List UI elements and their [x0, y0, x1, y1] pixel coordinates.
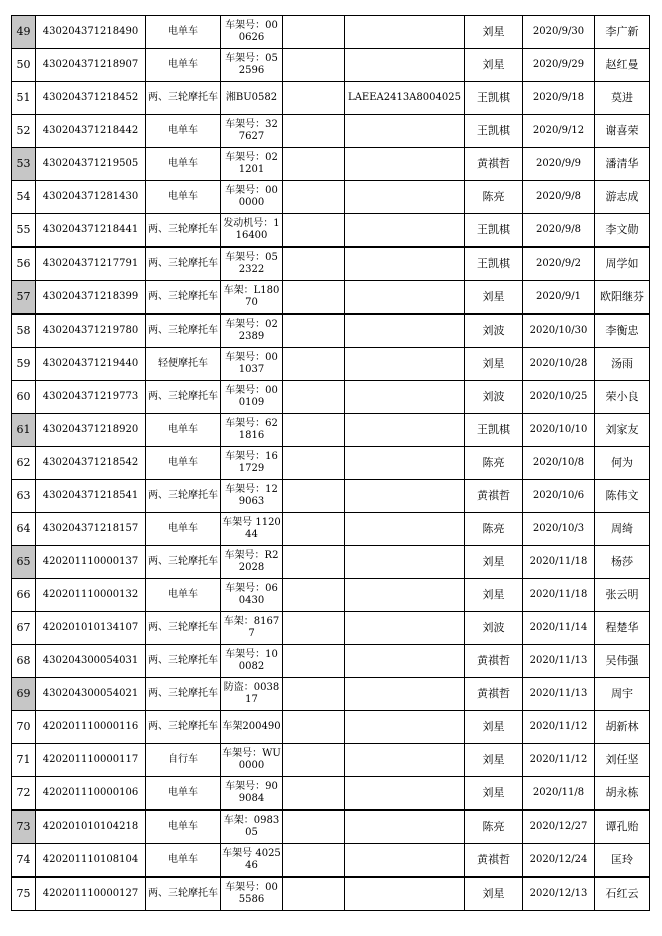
- cell-empty: [283, 148, 345, 181]
- cell-record-code: 430204371218442: [36, 115, 146, 148]
- cell-officer: 陈亮: [465, 513, 523, 546]
- cell-date: 2020/11/8: [523, 777, 595, 811]
- cell-vin: [345, 214, 465, 248]
- table-body: [12, 16, 650, 911]
- cell-record-code: 430204371218441: [36, 214, 146, 248]
- cell-date: 2020/11/13: [523, 678, 595, 711]
- table-row: [12, 314, 650, 348]
- cell-frame-number: 车架号：621816: [221, 414, 283, 447]
- cell-date: 2020/10/6: [523, 480, 595, 513]
- cell-frame-number: 车架号：005586: [221, 877, 283, 911]
- cell-date: 2020/10/3: [523, 513, 595, 546]
- cell-empty: [283, 744, 345, 777]
- cell-record-code: 420201110000106: [36, 777, 146, 811]
- cell-vehicle-type: 两、三轮摩托车: [146, 281, 221, 315]
- cell-vin: [345, 247, 465, 281]
- cell-vin: [345, 877, 465, 911]
- cell-vin: LAEEA2413A8004025: [345, 82, 465, 115]
- table-row: [12, 877, 650, 911]
- cell-vin: [345, 744, 465, 777]
- table-row: [12, 711, 650, 744]
- cell-officer: 刘星: [465, 744, 523, 777]
- cell-vin: [345, 579, 465, 612]
- cell-owner: 谢喜荣: [595, 115, 650, 148]
- cell-index: 49: [12, 16, 36, 49]
- table-row: [12, 49, 650, 82]
- cell-empty: [283, 314, 345, 348]
- cell-index: 57: [12, 281, 36, 315]
- cell-record-code: 420201110000116: [36, 711, 146, 744]
- cell-record-code: 420201110000137: [36, 546, 146, 579]
- cell-empty: [283, 115, 345, 148]
- table-row: [12, 579, 650, 612]
- cell-date: 2020/10/30: [523, 314, 595, 348]
- table-row: [12, 546, 650, 579]
- cell-officer: 刘星: [465, 281, 523, 315]
- cell-owner: 刘家友: [595, 414, 650, 447]
- cell-vin: [345, 281, 465, 315]
- table-row: [12, 214, 650, 248]
- cell-vin: [345, 414, 465, 447]
- table-row: [12, 744, 650, 777]
- cell-vehicle-type: 两、三轮摩托车: [146, 314, 221, 348]
- cell-frame-number: 车架号：327627: [221, 115, 283, 148]
- table-row: [12, 810, 650, 844]
- cell-index: 71: [12, 744, 36, 777]
- cell-record-code: 430204300054021: [36, 678, 146, 711]
- cell-empty: [283, 513, 345, 546]
- table-row: [12, 447, 650, 480]
- cell-index: 52: [12, 115, 36, 148]
- cell-frame-number: 湘BU0582: [221, 82, 283, 115]
- cell-index: 63: [12, 480, 36, 513]
- cell-index: 60: [12, 381, 36, 414]
- cell-vehicle-type: 两、三轮摩托车: [146, 480, 221, 513]
- cell-vin: [345, 612, 465, 645]
- cell-date: 2020/10/10: [523, 414, 595, 447]
- cell-vehicle-type: 电单车: [146, 777, 221, 811]
- cell-date: 2020/9/9: [523, 148, 595, 181]
- cell-owner: 周宇: [595, 678, 650, 711]
- cell-record-code: 430204371219773: [36, 381, 146, 414]
- cell-empty: [283, 612, 345, 645]
- cell-vin: [345, 810, 465, 844]
- cell-vin: [345, 645, 465, 678]
- cell-vehicle-type: 电单车: [146, 16, 221, 49]
- cell-index: 72: [12, 777, 36, 811]
- cell-owner: 胡永栋: [595, 777, 650, 811]
- cell-record-code: 420201110000132: [36, 579, 146, 612]
- cell-owner: 欧阳继芬: [595, 281, 650, 315]
- cell-vehicle-type: 电单车: [146, 447, 221, 480]
- cell-frame-number: 车架200490: [221, 711, 283, 744]
- cell-owner: 汤雨: [595, 348, 650, 381]
- cell-index: 66: [12, 579, 36, 612]
- cell-vin: [345, 314, 465, 348]
- table-row: [12, 844, 650, 878]
- cell-index: 65: [12, 546, 36, 579]
- cell-officer: 刘波: [465, 612, 523, 645]
- cell-index: 64: [12, 513, 36, 546]
- table-row: [12, 513, 650, 546]
- cell-vehicle-type: 轻便摩托车: [146, 348, 221, 381]
- cell-frame-number: 车架：098305: [221, 810, 283, 844]
- cell-record-code: 420201110000127: [36, 877, 146, 911]
- cell-vehicle-type: 两、三轮摩托车: [146, 612, 221, 645]
- cell-frame-number: 车架号：WU0000: [221, 744, 283, 777]
- cell-empty: [283, 844, 345, 878]
- cell-date: 2020/9/29: [523, 49, 595, 82]
- table-row: [12, 281, 650, 315]
- cell-frame-number: 车架号：000000: [221, 181, 283, 214]
- cell-empty: [283, 480, 345, 513]
- cell-owner: 李广新: [595, 16, 650, 49]
- cell-owner: 刘任坚: [595, 744, 650, 777]
- cell-vehicle-type: 两、三轮摩托车: [146, 247, 221, 281]
- cell-frame-number: 车架号：021201: [221, 148, 283, 181]
- cell-owner: 胡新林: [595, 711, 650, 744]
- cell-owner: 石红云: [595, 877, 650, 911]
- cell-record-code: 430204371281430: [36, 181, 146, 214]
- cell-frame-number: 车架号：022389: [221, 314, 283, 348]
- cell-officer: 刘星: [465, 777, 523, 811]
- cell-vehicle-type: 两、三轮摩托车: [146, 381, 221, 414]
- cell-empty: [283, 711, 345, 744]
- cell-date: 2020/12/24: [523, 844, 595, 878]
- cell-officer: 陈亮: [465, 447, 523, 480]
- cell-vin: [345, 381, 465, 414]
- table-row: [12, 16, 650, 49]
- cell-vehicle-type: 两、三轮摩托车: [146, 877, 221, 911]
- cell-frame-number: 车架号：000626: [221, 16, 283, 49]
- cell-empty: [283, 678, 345, 711]
- cell-record-code: 430204371219505: [36, 148, 146, 181]
- cell-officer: 黄祺哲: [465, 645, 523, 678]
- cell-empty: [283, 16, 345, 49]
- cell-vehicle-type: 电单车: [146, 49, 221, 82]
- cell-date: 2020/10/8: [523, 447, 595, 480]
- cell-vehicle-type: 两、三轮摩托车: [146, 645, 221, 678]
- cell-officer: 刘星: [465, 16, 523, 49]
- cell-owner: 荣小良: [595, 381, 650, 414]
- cell-empty: [283, 777, 345, 811]
- cell-empty: [283, 82, 345, 115]
- table-row: [12, 414, 650, 447]
- table-row: [12, 645, 650, 678]
- cell-officer: 王凯棋: [465, 414, 523, 447]
- cell-frame-number: 车架号：909084: [221, 777, 283, 811]
- cell-vin: [345, 447, 465, 480]
- cell-empty: [283, 810, 345, 844]
- cell-index: 54: [12, 181, 36, 214]
- cell-frame-number: 车架号：161729: [221, 447, 283, 480]
- cell-empty: [283, 49, 345, 82]
- table-row: [12, 777, 650, 811]
- cell-frame-number: 车架号：052596: [221, 49, 283, 82]
- cell-officer: 王凯棋: [465, 214, 523, 248]
- cell-officer: 陈亮: [465, 181, 523, 214]
- cell-record-code: 420201110108104: [36, 844, 146, 878]
- cell-owner: 陈伟文: [595, 480, 650, 513]
- cell-officer: 黄祺哲: [465, 678, 523, 711]
- cell-frame-number: 发动机号：116400: [221, 214, 283, 248]
- cell-date: 2020/11/13: [523, 645, 595, 678]
- cell-record-code: 430204371218490: [36, 16, 146, 49]
- cell-record-code: 430204371218452: [36, 82, 146, 115]
- cell-record-code: 430204371219440: [36, 348, 146, 381]
- cell-index: 68: [12, 645, 36, 678]
- cell-frame-number: 车架号：052322: [221, 247, 283, 281]
- cell-vehicle-type: 两、三轮摩托车: [146, 214, 221, 248]
- cell-owner: 吴伟强: [595, 645, 650, 678]
- cell-record-code: 430204371219780: [36, 314, 146, 348]
- cell-frame-number: 车架号：R22028: [221, 546, 283, 579]
- cell-record-code: 420201110000117: [36, 744, 146, 777]
- cell-date: 2020/12/13: [523, 877, 595, 911]
- cell-owner: 杨莎: [595, 546, 650, 579]
- cell-vehicle-type: 两、三轮摩托车: [146, 82, 221, 115]
- cell-empty: [283, 414, 345, 447]
- cell-empty: [283, 181, 345, 214]
- table-row: [12, 247, 650, 281]
- cell-frame-number: 车架号：000109: [221, 381, 283, 414]
- cell-vin: [345, 16, 465, 49]
- cell-record-code: 420201010104218: [36, 810, 146, 844]
- cell-index: 58: [12, 314, 36, 348]
- cell-owner: 周绮: [595, 513, 650, 546]
- cell-owner: 谭孔贻: [595, 810, 650, 844]
- cell-vin: [345, 480, 465, 513]
- cell-officer: 王凯棋: [465, 82, 523, 115]
- cell-vin: [345, 348, 465, 381]
- cell-record-code: 430204371218920: [36, 414, 146, 447]
- cell-empty: [283, 348, 345, 381]
- cell-record-code: 430204371218541: [36, 480, 146, 513]
- cell-empty: [283, 877, 345, 911]
- cell-frame-number: 车架号：060430: [221, 579, 283, 612]
- cell-date: 2020/9/2: [523, 247, 595, 281]
- cell-date: 2020/9/30: [523, 16, 595, 49]
- cell-vehicle-type: 电单车: [146, 513, 221, 546]
- cell-date: 2020/11/12: [523, 711, 595, 744]
- cell-vin: [345, 513, 465, 546]
- vehicle-registry-table: [11, 15, 650, 911]
- cell-record-code: 430204371217791: [36, 247, 146, 281]
- cell-index: 70: [12, 711, 36, 744]
- cell-record-code: 430204371218542: [36, 447, 146, 480]
- cell-officer: 刘星: [465, 877, 523, 911]
- cell-vin: [345, 115, 465, 148]
- cell-date: 2020/12/27: [523, 810, 595, 844]
- cell-owner: 赵红曼: [595, 49, 650, 82]
- cell-date: 2020/11/12: [523, 744, 595, 777]
- cell-frame-number: 车架：81677: [221, 612, 283, 645]
- cell-index: 74: [12, 844, 36, 878]
- cell-vin: [345, 546, 465, 579]
- cell-officer: 刘星: [465, 711, 523, 744]
- cell-record-code: 430204371218907: [36, 49, 146, 82]
- table-row: [12, 348, 650, 381]
- cell-frame-number: 车架号 112044: [221, 513, 283, 546]
- cell-owner: 何为: [595, 447, 650, 480]
- cell-vehicle-type: 自行车: [146, 744, 221, 777]
- cell-officer: 黄祺哲: [465, 148, 523, 181]
- cell-vin: [345, 711, 465, 744]
- cell-index: 59: [12, 348, 36, 381]
- cell-date: 2020/11/14: [523, 612, 595, 645]
- table-row: [12, 612, 650, 645]
- table-row: [12, 678, 650, 711]
- cell-frame-number: 车架号：001037: [221, 348, 283, 381]
- cell-date: 2020/9/18: [523, 82, 595, 115]
- cell-record-code: 430204371218399: [36, 281, 146, 315]
- cell-vehicle-type: 电单车: [146, 115, 221, 148]
- cell-vehicle-type: 电单车: [146, 148, 221, 181]
- cell-vehicle-type: 电单车: [146, 844, 221, 878]
- cell-vehicle-type: 电单车: [146, 810, 221, 844]
- cell-officer: 刘星: [465, 49, 523, 82]
- cell-index: 51: [12, 82, 36, 115]
- cell-frame-number: 车架号 402546: [221, 844, 283, 878]
- cell-vehicle-type: 电单车: [146, 579, 221, 612]
- cell-vehicle-type: 两、三轮摩托车: [146, 678, 221, 711]
- cell-index: 62: [12, 447, 36, 480]
- cell-empty: [283, 281, 345, 315]
- cell-date: 2020/10/28: [523, 348, 595, 381]
- cell-date: 2020/10/25: [523, 381, 595, 414]
- cell-empty: [283, 447, 345, 480]
- cell-index: 67: [12, 612, 36, 645]
- cell-index: 56: [12, 247, 36, 281]
- cell-officer: 刘星: [465, 546, 523, 579]
- cell-owner: 程楚华: [595, 612, 650, 645]
- cell-vin: [345, 181, 465, 214]
- table-row: [12, 181, 650, 214]
- cell-date: 2020/9/1: [523, 281, 595, 315]
- cell-vin: [345, 844, 465, 878]
- cell-vin: [345, 49, 465, 82]
- cell-officer: 刘波: [465, 381, 523, 414]
- cell-empty: [283, 214, 345, 248]
- cell-index: 73: [12, 810, 36, 844]
- cell-date: 2020/9/8: [523, 214, 595, 248]
- cell-officer: 黄祺哲: [465, 844, 523, 878]
- cell-vin: [345, 148, 465, 181]
- table-row: [12, 381, 650, 414]
- cell-officer: 王凯棋: [465, 115, 523, 148]
- cell-empty: [283, 645, 345, 678]
- cell-officer: 陈亮: [465, 810, 523, 844]
- cell-officer: 黄祺哲: [465, 480, 523, 513]
- cell-owner: 张云明: [595, 579, 650, 612]
- table-row: [12, 480, 650, 513]
- cell-vin: [345, 678, 465, 711]
- cell-owner: 李衡忠: [595, 314, 650, 348]
- cell-record-code: 430204371218157: [36, 513, 146, 546]
- cell-vin: [345, 777, 465, 811]
- cell-frame-number: 车架号：129063: [221, 480, 283, 513]
- cell-owner: 莫进: [595, 82, 650, 115]
- cell-owner: 周学如: [595, 247, 650, 281]
- cell-officer: 刘星: [465, 348, 523, 381]
- cell-officer: 王凯棋: [465, 247, 523, 281]
- cell-index: 50: [12, 49, 36, 82]
- cell-frame-number: 车架：L18070: [221, 281, 283, 315]
- cell-empty: [283, 546, 345, 579]
- cell-record-code: 420201010134107: [36, 612, 146, 645]
- cell-empty: [283, 579, 345, 612]
- cell-frame-number: 防盗：003817: [221, 678, 283, 711]
- cell-vehicle-type: 两、三轮摩托车: [146, 711, 221, 744]
- table-row: [12, 148, 650, 181]
- cell-officer: 刘星: [465, 579, 523, 612]
- cell-frame-number: 车架号：100082: [221, 645, 283, 678]
- cell-index: 53: [12, 148, 36, 181]
- table-row: [12, 115, 650, 148]
- cell-date: 2020/11/18: [523, 546, 595, 579]
- table-row: [12, 82, 650, 115]
- cell-index: 75: [12, 877, 36, 911]
- cell-owner: 潘清华: [595, 148, 650, 181]
- cell-vehicle-type: 两、三轮摩托车: [146, 546, 221, 579]
- cell-index: 61: [12, 414, 36, 447]
- cell-date: 2020/9/8: [523, 181, 595, 214]
- cell-empty: [283, 247, 345, 281]
- cell-date: 2020/9/12: [523, 115, 595, 148]
- cell-officer: 刘波: [465, 314, 523, 348]
- cell-owner: 游志成: [595, 181, 650, 214]
- cell-date: 2020/11/18: [523, 579, 595, 612]
- cell-vehicle-type: 电单车: [146, 181, 221, 214]
- cell-index: 69: [12, 678, 36, 711]
- cell-record-code: 430204300054031: [36, 645, 146, 678]
- cell-empty: [283, 381, 345, 414]
- cell-vehicle-type: 电单车: [146, 414, 221, 447]
- cell-owner: 匡玲: [595, 844, 650, 878]
- cell-index: 55: [12, 214, 36, 248]
- cell-owner: 李文勋: [595, 214, 650, 248]
